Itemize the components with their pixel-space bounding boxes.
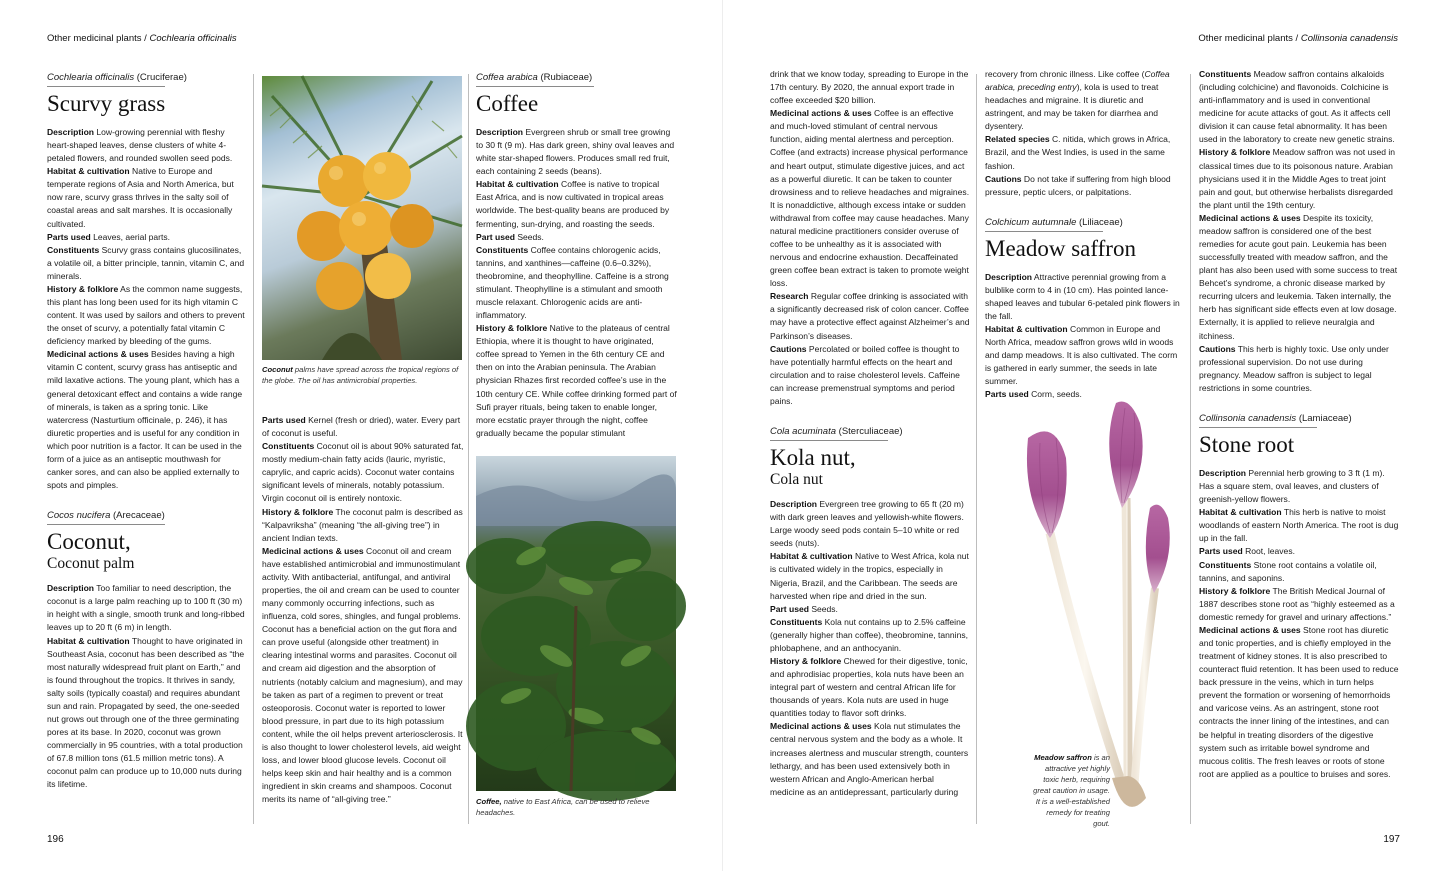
section-paragraph: History & folklore Chewed for their digestive, tonic, and aphrodisiac properties, kola nuts have been an integral part of western and central African life for thousands of years. Kola nuts are used in huge quantities today to flavor soft drinks. — [770, 655, 968, 719]
coconut-palm-illustration — [262, 76, 462, 360]
column-rule — [1190, 74, 1191, 824]
common-name: Coffee — [476, 91, 539, 116]
common-name-alt: Cola nut — [770, 471, 823, 489]
section-paragraph: Medicinal actions & uses Coffee is an effective and much-loved stimulant of central nervous function, aiding mental alertness and perception. Coffee (and extracts) increase physical performance and heart output, stimulate digestive juices, and act as a powerful diuretic. It can be taken to counter drowsiness and to relieve headaches and migraines. It is nonaddictive, although excess intake or sudden withdrawal from coffee may cause headaches. Many natural medicine practitioners consider overuse of coffee to be unhealthy as it is associated with nervous and endocrine exhaustion. Decaffeinated green coffee bean extract is taken to promote weight loss. — [770, 108, 970, 289]
heading-rule — [1199, 427, 1317, 428]
coffee-caption: Coffee, native to East Africa, can be used to relieve headaches. — [476, 797, 650, 817]
common-name: Scurvy grass — [47, 91, 166, 116]
section-paragraph: Parts used Root, leaves. — [1199, 546, 1295, 557]
latin-name: Cochlearia officinalis (Cruciferae) — [47, 72, 187, 83]
section-paragraph: Parts used Corm, seeds. — [985, 389, 1082, 400]
heading-rule — [47, 524, 165, 525]
running-head-right: Other medicinal plants / Collinsonia canadensis — [1198, 33, 1398, 44]
heading-rule — [47, 86, 165, 87]
section-paragraph: Related species C. nitida, which grows in Africa, Brazil, and the West Indies, is used in the same fashion. — [985, 134, 1171, 171]
entry-header-stone-root — [1199, 409, 1400, 458]
coffee-photo — [476, 456, 676, 791]
entry-header-coffee — [476, 68, 678, 117]
column-rule — [253, 74, 254, 824]
section-paragraph: Cautions This herb is highly toxic. Use only under professional supervision. Do not use during pregnancy. Meadow saffron is subject to legal restrictions in some countries. — [1199, 343, 1389, 393]
section-paragraph: Parts used Kernel (fresh or dried), water. Every part of coconut is useful. — [262, 415, 461, 439]
common-name: Coconut, — [47, 529, 131, 555]
common-name: Meadow saffron — [985, 235, 1136, 261]
section-paragraph: Description Perennial herb growing to 3 ft (1 m). Has a square stem, oval leaves, and clusters of greenish-yellow flowers. — [1199, 467, 1385, 505]
section-paragraph: Habitat & cultivation Coffee is native to tropical East Africa, and is now cultivated in tropical areas worldwide. The best-quality beans are produced by fermenting, sun-drying, and roasting the seeds. — [476, 179, 670, 229]
section-paragraph: Description Too familiar to need description, the coconut is a large palm reaching up to 100 ft (30 m) in height with a single, smooth trunk and long-ribbed leaves up to 20 ft (6 m) in length. — [47, 583, 245, 633]
running-head-left: Other medicinal plants / Cochlearia officinalis — [47, 33, 237, 44]
section-paragraph: Medicinal actions & uses Stone root has diuretic and tonic properties, and is chiefly employed in the treatment of kidney stones. It is also prescribed to counteract fluid retention. It has been used to reduce back pressure in the veins, which in turn helps prevent the formation or worsening of hemorrhoids and varicose veins. As an astringent, stone root contracts the inner lining of the intestines, and can be helpful in treating disorders of the digestive system such as irritable bowel syndrome and mucous colitis. The fresh leaves or roots of stone root are applied as a poultice to bruises and sores. — [1199, 624, 1399, 779]
column-1 — [47, 68, 247, 828]
entry-header-kola-nut — [770, 422, 970, 489]
column-3 — [476, 68, 678, 448]
section-paragraph: Medicinal actions & uses Despite its toxicity, meadow saffron is considered one of the best remedies for acute gout pain. Leukemia has been successfully treated with meadow saffron, and the plant has also been used with some success to treat Behcet’s syndrome, a chronic disease marked by recurring ulcers and leukemia. Taken internally, the herb has significant side effects even at low dosage. Externally, it is applied to relieve neuralgia and itchiness. — [1199, 212, 1398, 341]
section-paragraph: Part used Seeds. — [476, 231, 544, 242]
latin-name: Coffea arabica (Rubiaceae) — [476, 72, 593, 83]
section-paragraph: Description Evergreen shrub or small tree growing to 30 ft (9 m). Has dark green, shiny oval leaves and white star-shaped flowers. Produces small red fruit, each containing 2 seeds (beans). — [476, 127, 675, 177]
column-5 — [985, 68, 1181, 400]
heading-rule — [985, 231, 1103, 232]
latin-name: Collinsonia canadensis (Lamiaceae) — [1199, 412, 1352, 424]
coconut-caption: Coconut palms have spread across the tropical regions of the globe. The oil has antimicrobial properties. — [262, 365, 459, 385]
section-paragraph: History & folklore The British Medical Journal of 1887 describes stone root as “highly esteemed as a domestic remedy for gravel and urinary affections.” — [1199, 585, 1395, 622]
common-name-alt: Coconut palm — [47, 555, 135, 573]
latin-name: Cocos nucifera (Arecaceae) — [47, 510, 165, 522]
section-paragraph: recovery from chronic illness. Like coffee (Coffea arabica, preceding entry), kola is used to treat headaches and migraine. It is diuretic and astringent, and may be taken for diarrhea and dysentery. — [985, 69, 1170, 132]
page-number-right: 197 — [1383, 834, 1400, 845]
section-paragraph: Description Attractive perennial growing from a bulblike corm to 4 in (10 cm). Has pointed lance-shaped leaves and tubular 6-petaled pink flowers in the fall. — [985, 271, 1180, 322]
common-name: Kola nut, — [770, 445, 856, 471]
entry-header-scurvy-grass — [47, 68, 247, 117]
section-paragraph: Habitat & cultivation Thought to have originated in Southeast Asia, coconut has been described as “the most naturally widespread fruit plant on Earth,” and is found throughout the tropics. It thrives in sandy, salty soils (typically coastal) and requires abundant sun and rain. Propagated by seed, the one-seeded nut grows out through one of the three germinating pores at its base. In 2020, coconut was grown commercially in 95 countries, with a total production of 67.8 million tons (61.5 million metric tons). A coconut palm can produce up to 10,000 nuts during its lifetime. — [47, 635, 245, 790]
entry-header-coconut — [47, 506, 247, 573]
section-paragraph: Constituents Scurvy grass contains glucosilinates, a volatile oil, a bitter principle, tannin, vitamin C, and minerals. — [47, 244, 245, 281]
column-4 — [770, 68, 970, 828]
section-paragraph: Cautions Percolated or boiled coffee is thought to have potentially harmful effects on the heart and circulation and to raise cholesterol levels. Caffeine can increase premenstrual symptoms and period pains. — [770, 343, 960, 406]
section-paragraph: Habitat & cultivation Common in Europe and North Africa, meadow saffron grows wild in woods and damp meadows. It is also cultivated. The corm is gathered in early summer, the seeds in late summer. — [985, 324, 1178, 387]
section-paragraph: Constituents Coffee contains chlorogenic acids, tannins, and xanthines—caffeine (0.6–0.32%), theobromine, and theophylline. Caffeine is a strong stimulant. Theophylline is a stimulant and smooth muscle relaxant. Chlorogenic acids are anti-inflammatory. — [476, 244, 669, 321]
section-paragraph: Habitat & cultivation Native to West Africa, kola nut is cultivated widely in the tropics, especially in Nigeria, Brazil, and the Caribbean. The seeds are harvested when ripe and dried in the sun. — [770, 551, 969, 601]
section-paragraph: Medicinal actions & uses Coconut oil and cream have established antimicrobial and immunostimulant activity. With antibacterial, antifungal, and antiviral properties, the oil and cream can be used to counter many commonly occurring infections, such as influenza, cold sores, shingles, and fungal problems. Coconut has a beneficial action on the gut flora and can prove useful (alongside other treatment) in clearing intestinal worms and parasites. Coconut oil and cream aid digestion and the absorption of nutrients (notably calcium and magnesium), and may be taken as part of a regimen to prevent or treat osteoporosis. Coconut water is reported to lower blood pressure, in part due to its high potassium content, while the oil helps prevent arteriosclerosis. It is also thought to lower cholesterol levels, aid weight loss, and lower blood glucose levels. Coconut oil helps keep skin and hair healthy and is a common ingredient in skin creams and shampoos. Coconut merits its name of “all-giving tree.” — [262, 545, 463, 805]
section-paragraph: Description Evergreen tree growing to 65 ft (20 m) with dark green leaves and yellowish-white flowers. Large woody seed pods contain 5–10 white or red seeds (nuts). — [770, 499, 964, 549]
heading-rule — [476, 86, 594, 87]
section-paragraph: Constituents Kola nut contains up to 2.5% caffeine (generally higher than coffee), theobromine, tannins, phlobaphene, and an anthocyanin. — [770, 616, 968, 653]
column-rule — [976, 74, 977, 824]
section-paragraph: Medicinal actions & uses Besides having a high vitamin C content, scurvy grass has antiseptic and mild laxative actions. The young plant, which has a general detoxicant effect and contains a wide range of minerals, is taken as a spring tonic. Like watercress (Nasturtium officinale, p. 246), it has diuretic properties and is useful for any condition in which poor nutrition is a factor. It can be used in the form of a juice as an antiseptic mouthwash for canker sores, and can also be applied externally to spots and pimples. — [47, 349, 243, 491]
section-paragraph: History & folklore Native to the plateaus of central Ethiopia, where it is thought to have originated, coffee spread to Yemen in the 6th century CE and then on into the Arabian peninsula. The Arabian physician Rhazes first recorded coffee’s use in the 10th century CE. While coffee drinking formed part of Sufi prayer rituals, being taken to enable longer, more ecstatic prayer through the night, coffee gradually became the popular stimulant — [476, 323, 677, 438]
latin-name: Colchicum autumnale (Liliaceae) — [985, 216, 1123, 228]
page-number-left: 196 — [47, 834, 64, 845]
section-paragraph: History & folklore The coconut palm is described as “Kalpavriksha” (meaning “the all-giving tree”) in ancient Indian texts. — [262, 506, 463, 543]
section-paragraph: Part used Seeds. — [770, 603, 838, 614]
column-2 — [262, 414, 464, 824]
section-paragraph: Constituents Coconut oil is about 90% saturated fat, mostly medium-chain fatty acids (lauric, myristic, caprylic, and capric acids). Coconut water contains significant levels of minerals, notably potassium. Virgin coconut oil is entirely nontoxic. — [262, 441, 464, 504]
section-paragraph: History & folklore Meadow saffron was not used in classical times due to its poisonous nature. Arabian physicians used it in the Middle Ages to treat joint pain and gout, but otherwise herbalists disregarded the plant until the 19th century. — [1199, 147, 1396, 210]
column-6 — [1199, 68, 1400, 828]
latin-name: Cola acuminata (Sterculiaceae) — [770, 426, 903, 438]
common-name: Stone root — [1199, 431, 1295, 457]
coffee-shrub-illustration — [476, 456, 676, 791]
section-paragraph: Habitat & cultivation Native to Europe and temperate regions of Asia and North America, but now rare, scurvy grass thrives in the salty soil of coastal areas and salt marshes. It is occasionally cultivated. — [47, 166, 234, 229]
section-paragraph: Habitat & cultivation This herb is native to moist woodlands of eastern North America. The root is dug up in the fall. — [1199, 507, 1399, 544]
section-paragraph: drink that we know today, spreading to Europe in the 17th century. By 2020, the annual export trade in coffee exceeded $20 billion. — [770, 69, 969, 106]
section-paragraph: Medicinal actions & uses Kola nut stimulates the central nervous system and the body as a whole. It increases alertness and muscular strength, counters lethargy, and has been used extensively both in western African and Anglo-American herbal medicine as an antidepressant, particularly during — [770, 721, 969, 797]
section-paragraph: Description Low-growing perennial with fleshy heart-shaped leaves, dense clusters of white 4-petaled flowers, and rounded swollen seed pods. — [47, 127, 233, 164]
section-paragraph: Research Regular coffee drinking is associated with a significantly decreased risk of colon cancer. Coffee may have a protective effect against Alzheimer’s and Parkinson’s diseases. — [770, 291, 970, 341]
entry-header-meadow-saffron — [985, 213, 1181, 262]
section-paragraph: History & folklore As the common name suggests, this plant has long been used for its high vitamin C content. It was used by sailors and others to prevent the onset of scurvy, a potentially fatal vitamin C deficiency marked by bleeding of the gums. — [47, 283, 245, 347]
page-gutter — [722, 0, 723, 871]
meadow-saffron-caption: Meadow saffron is an attractive yet highly toxic herb, requiring great caution in usage. It is a well-established remedy for treating gout. — [1033, 753, 1110, 828]
section-paragraph: Cautions Do not take if suffering from high blood pressure, peptic ulcers, or palpitations. — [985, 173, 1171, 197]
coconut-photo — [262, 76, 462, 360]
section-paragraph: Parts used Leaves, aerial parts. — [47, 231, 171, 242]
section-paragraph: Constituents Stone root contains a volatile oil, tannins, and saponins. — [1199, 559, 1377, 583]
section-paragraph: Constituents Meadow saffron contains alkaloids (including colchicine) and flavonoids. Colchicine is anti-inflammatory and is used in conventional medicine for acute attacks of gout. As it affects cell division it can cause fetal abnormality. It has been used in the laboratory to create new genetic strains. — [1199, 69, 1395, 145]
heading-rule — [770, 440, 888, 441]
